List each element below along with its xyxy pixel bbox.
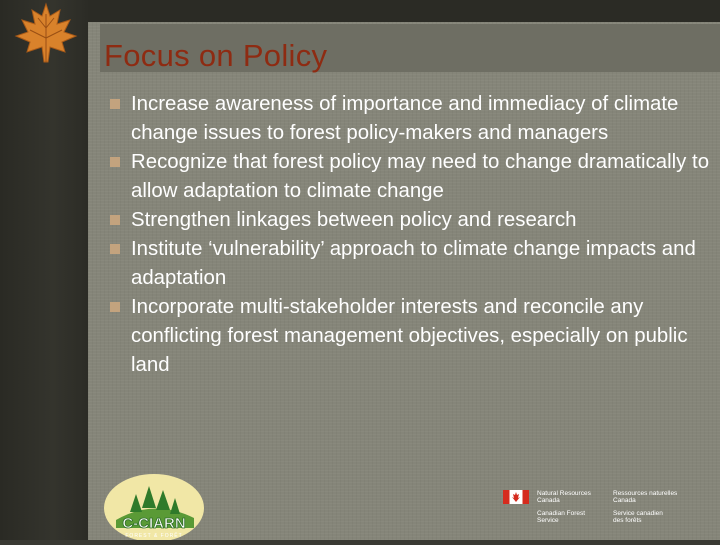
bullet-square-icon [110, 215, 120, 225]
bullet-list [110, 90, 710, 380]
c-ciarn-logo [96, 468, 212, 540]
fr-service-2: des forêts [613, 517, 642, 524]
bullet-square-icon [110, 244, 120, 254]
en-country: Canada [537, 497, 560, 504]
bullet-text: Increase awareness of importance and immediacy of climate change issues to forest policy-makers and managers [131, 93, 679, 144]
bullet-square-icon [110, 99, 120, 109]
bullet-text: Institute ‘vulnerability’ approach to climate change impacts and adaptation [131, 238, 696, 289]
bullet-text: Strengthen linkages between policy and research [131, 209, 577, 231]
bullet-text: Incorporate multi-stakeholder interests and reconcile any conflicting forest management objectives, especially on public land [131, 296, 688, 376]
en-dept: Natural Resources [537, 490, 591, 497]
top-band [88, 0, 720, 22]
list-item [110, 293, 710, 380]
slide-title: Focus on Policy [104, 38, 328, 73]
en-service: Canadian Forest [537, 510, 586, 517]
canada-flag-icon [503, 490, 529, 504]
fr-country: Canada [613, 497, 636, 504]
logo-name: C-CIARN [122, 515, 186, 532]
bullet-square-icon [110, 157, 120, 167]
list-item [110, 206, 710, 235]
bullet-square-icon [110, 302, 120, 312]
en-service-2: Service [537, 517, 559, 524]
list-item [110, 90, 710, 148]
list-item [110, 235, 710, 293]
logo-tagline: FOREST & FORÊT [125, 533, 183, 539]
maple-leaf-icon [2, 0, 86, 64]
list-item [110, 148, 710, 206]
fr-dept: Ressources naturelles [613, 490, 678, 497]
bullet-text: Recognize that forest policy may need to change dramatically to allow adaptation to climate change [131, 151, 710, 202]
government-signature [503, 486, 703, 526]
fr-service: Service canadien [613, 510, 663, 517]
left-decorative-strip [0, 0, 88, 540]
